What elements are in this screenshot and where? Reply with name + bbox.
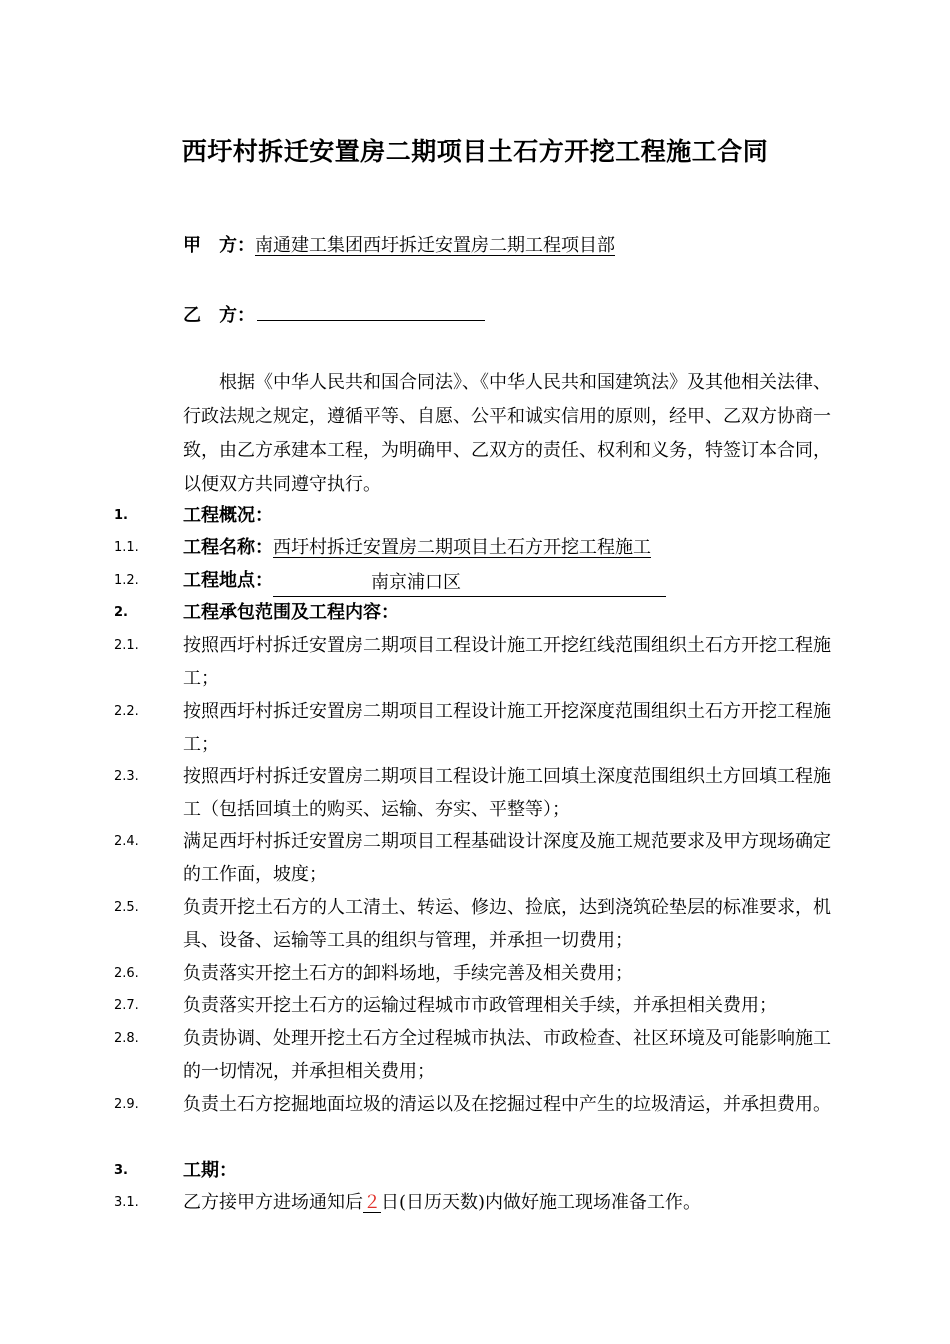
section-number: 2. <box>114 605 128 620</box>
section-number: 1. <box>114 508 128 523</box>
section-number: 3.1. <box>114 1195 139 1210</box>
section-number: 2.1. <box>114 638 139 653</box>
party-b-label: 乙 方： <box>183 305 255 326</box>
project-location-label: 工程地点： <box>183 570 273 591</box>
schedule-text-before: 乙方接甲方进场通知后 <box>183 1192 363 1213</box>
section-number: 1.2. <box>114 573 139 588</box>
schedule-days-value: ２ <box>363 1192 381 1213</box>
party-a-label: 甲 方： <box>183 235 255 256</box>
section-number: 2.5. <box>114 900 139 915</box>
intro-paragraph: 根据《中华人民共和国合同法》、《中华人民共和国建筑法》及其他相关法律、行政法规之规定，遵循平等、自愿、公平和诚实信用的原则，经甲、乙双方协商一致，由乙方承建本工程，为明确甲、乙双方的责任、权利和义务，特签订本合同，以便双方共同遵守执行。 <box>183 372 831 495</box>
section-text: 负责落实开挖土石方的卸料场地，手续完善及相关费用； <box>183 963 633 984</box>
section-number: 2.2. <box>114 704 139 719</box>
section-text: 负责协调、处理开挖土石方全过程城市执法、市政检查、社区环境及可能影响施工的一切情况，并承担相关费用； <box>183 1028 831 1082</box>
section-heading: 工期： <box>183 1160 237 1181</box>
section-text <box>183 1186 845 1219</box>
party-a-line <box>183 232 615 260</box>
section-text: 负责落实开挖土石方的运输过程城市市政管理相关手续，并承担相关费用； <box>183 995 777 1016</box>
section-number: 2.3. <box>114 769 139 784</box>
section-number: 2.6. <box>114 966 139 981</box>
section-number: 2.8. <box>114 1031 139 1046</box>
section-number: 1.1. <box>114 540 139 555</box>
project-name-value: 西圩村拆迁安置房二期项目土石方开挖工程施工 <box>273 537 651 558</box>
section-number: 2.4. <box>114 834 139 849</box>
section-text: 按照西圩村拆迁安置房二期项目工程设计施工开挖红线范围组织土石方开挖工程施工； <box>183 635 831 689</box>
section-text: 按照西圩村拆迁安置房二期项目工程设计施工开挖深度范围组织土石方开挖工程施工； <box>183 701 831 755</box>
party-b-line <box>183 302 485 330</box>
section-heading: 工程承包范围及工程内容： <box>183 602 399 623</box>
section-text: 负责土石方挖掘地面垃圾的清运以及在挖掘过程中产生的垃圾清运，并承担费用。 <box>183 1094 831 1115</box>
section-number: 3. <box>114 1163 128 1178</box>
section-text: 按照西圩村拆迁安置房二期项目工程设计施工回填土深度范围组织土方回填工程施工（包括回填土的购买、运输、夯实、平整等）； <box>183 766 831 820</box>
project-name-line <box>183 531 845 564</box>
section-number: 2.7. <box>114 998 139 1013</box>
party-b-blank <box>257 302 485 321</box>
section-heading: 工程概况： <box>183 505 273 526</box>
project-name-label: 工程名称： <box>183 537 273 558</box>
project-location-line <box>183 564 845 597</box>
document-title: 西圩村拆迁安置房二期项目土石方开挖工程施工合同 <box>181 137 769 166</box>
section-text: 满足西圩村拆迁安置房二期项目工程基础设计深度及施工规范要求及甲方现场确定的工作面，坡度； <box>183 831 831 885</box>
schedule-text-after: 日(日历天数)内做好施工现场准备工作。 <box>381 1192 702 1213</box>
project-location-underline <box>273 570 666 597</box>
project-location-value: 南京浦口区 <box>371 572 461 593</box>
party-a-name: 南通建工集团西圩拆迁安置房二期工程项目部 <box>255 235 615 256</box>
section-text: 负责开挖土石方的人工清土、转运、修边、捡底，达到浇筑砼垫层的标准要求，机具、设备、运输等工具的组织与管理，并承担一切费用； <box>183 897 831 951</box>
section-number: 2.9. <box>114 1097 139 1112</box>
